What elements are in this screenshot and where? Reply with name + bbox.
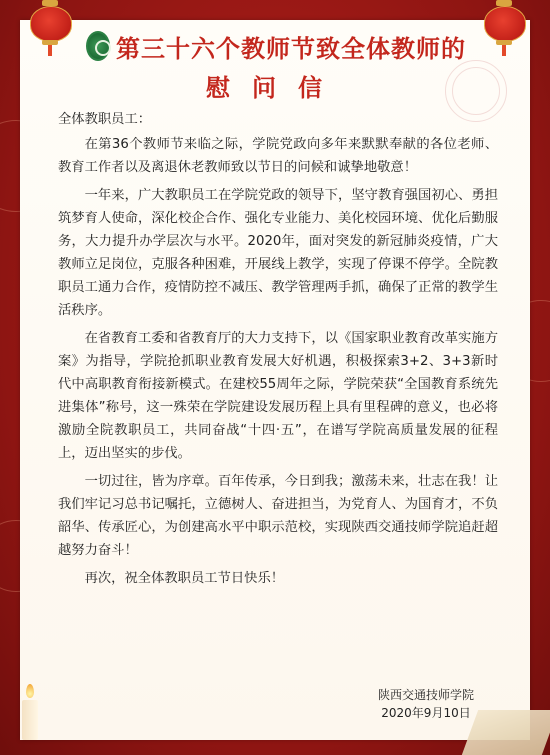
letter-body <box>58 108 498 595</box>
signer: 陕西交通技师学院 <box>377 688 474 702</box>
date: 2020年9月10日 <box>381 706 471 720</box>
candle-flame-icon <box>26 684 34 698</box>
paragraph: 在第36个教师节来临之际，学院党政向多年来默默奉献的各位老师、教育工作者以及离退休老教师致以节日的问候和诚挚地敬意！ <box>58 137 498 175</box>
paragraph: 一切过往，皆为序章。百年传承，今日到我；激荡未来，壮志在我！让我们牢记习总书记嘱托，立德树人、奋进担当，为党育人、为国育才，不负韶华、传承匠心，为创建高水平中职示范校，实现陕西交通技师学院追赶超越努力奋斗！ <box>58 474 498 558</box>
letter-subtitle: 慰问信 <box>206 73 344 102</box>
candle-icon <box>22 700 38 740</box>
red-lantern-icon <box>28 0 72 56</box>
title-row <box>86 30 466 62</box>
paragraph: 再次，祝全体教职员工节日快乐！ <box>84 571 285 586</box>
letter-title: 第三十六个教师节致全体教师的 <box>116 33 466 63</box>
paragraph: 在省教育工委和省教育厅的大力支持下，以《国家职业教育改革实施方案》为指导，学院抢抓职业教育发展大好机遇，积极探索3+2、3+3新时代中高职教育衔接新模式。在建校55周年之际，学院荣获“全国教育系统先进集体”称号，这一殊荣在学院建设发展历程上具有里程碑的意义，也必将激励全院教职员工，共同奋战“十四·五”，在谱写学院高质量发展的征程上，迈出坚实的步伐。 <box>58 331 498 461</box>
school-emblem-icon <box>86 31 110 61</box>
red-lantern-icon <box>482 0 526 56</box>
book-decoration <box>462 710 550 755</box>
paragraph: 一年来，广大教职员工在学院党政的领导下，坚守教育强国初心、勇担筑梦育人使命，深化校企合作、强化专业能力、美化校园环境、优化后勤服务，大力提升办学层次与水平。2020年，面对突发的新冠肺炎疫情，广大教师立足岗位，克服各种困难，开展线上教学，实现了停课不停学。全院教职员工通力合作，疫情防控不减压、教学管理两手抓，确保了正常的教学生活秩序。 <box>58 188 498 318</box>
salutation: 全体教职员工： <box>58 112 152 127</box>
